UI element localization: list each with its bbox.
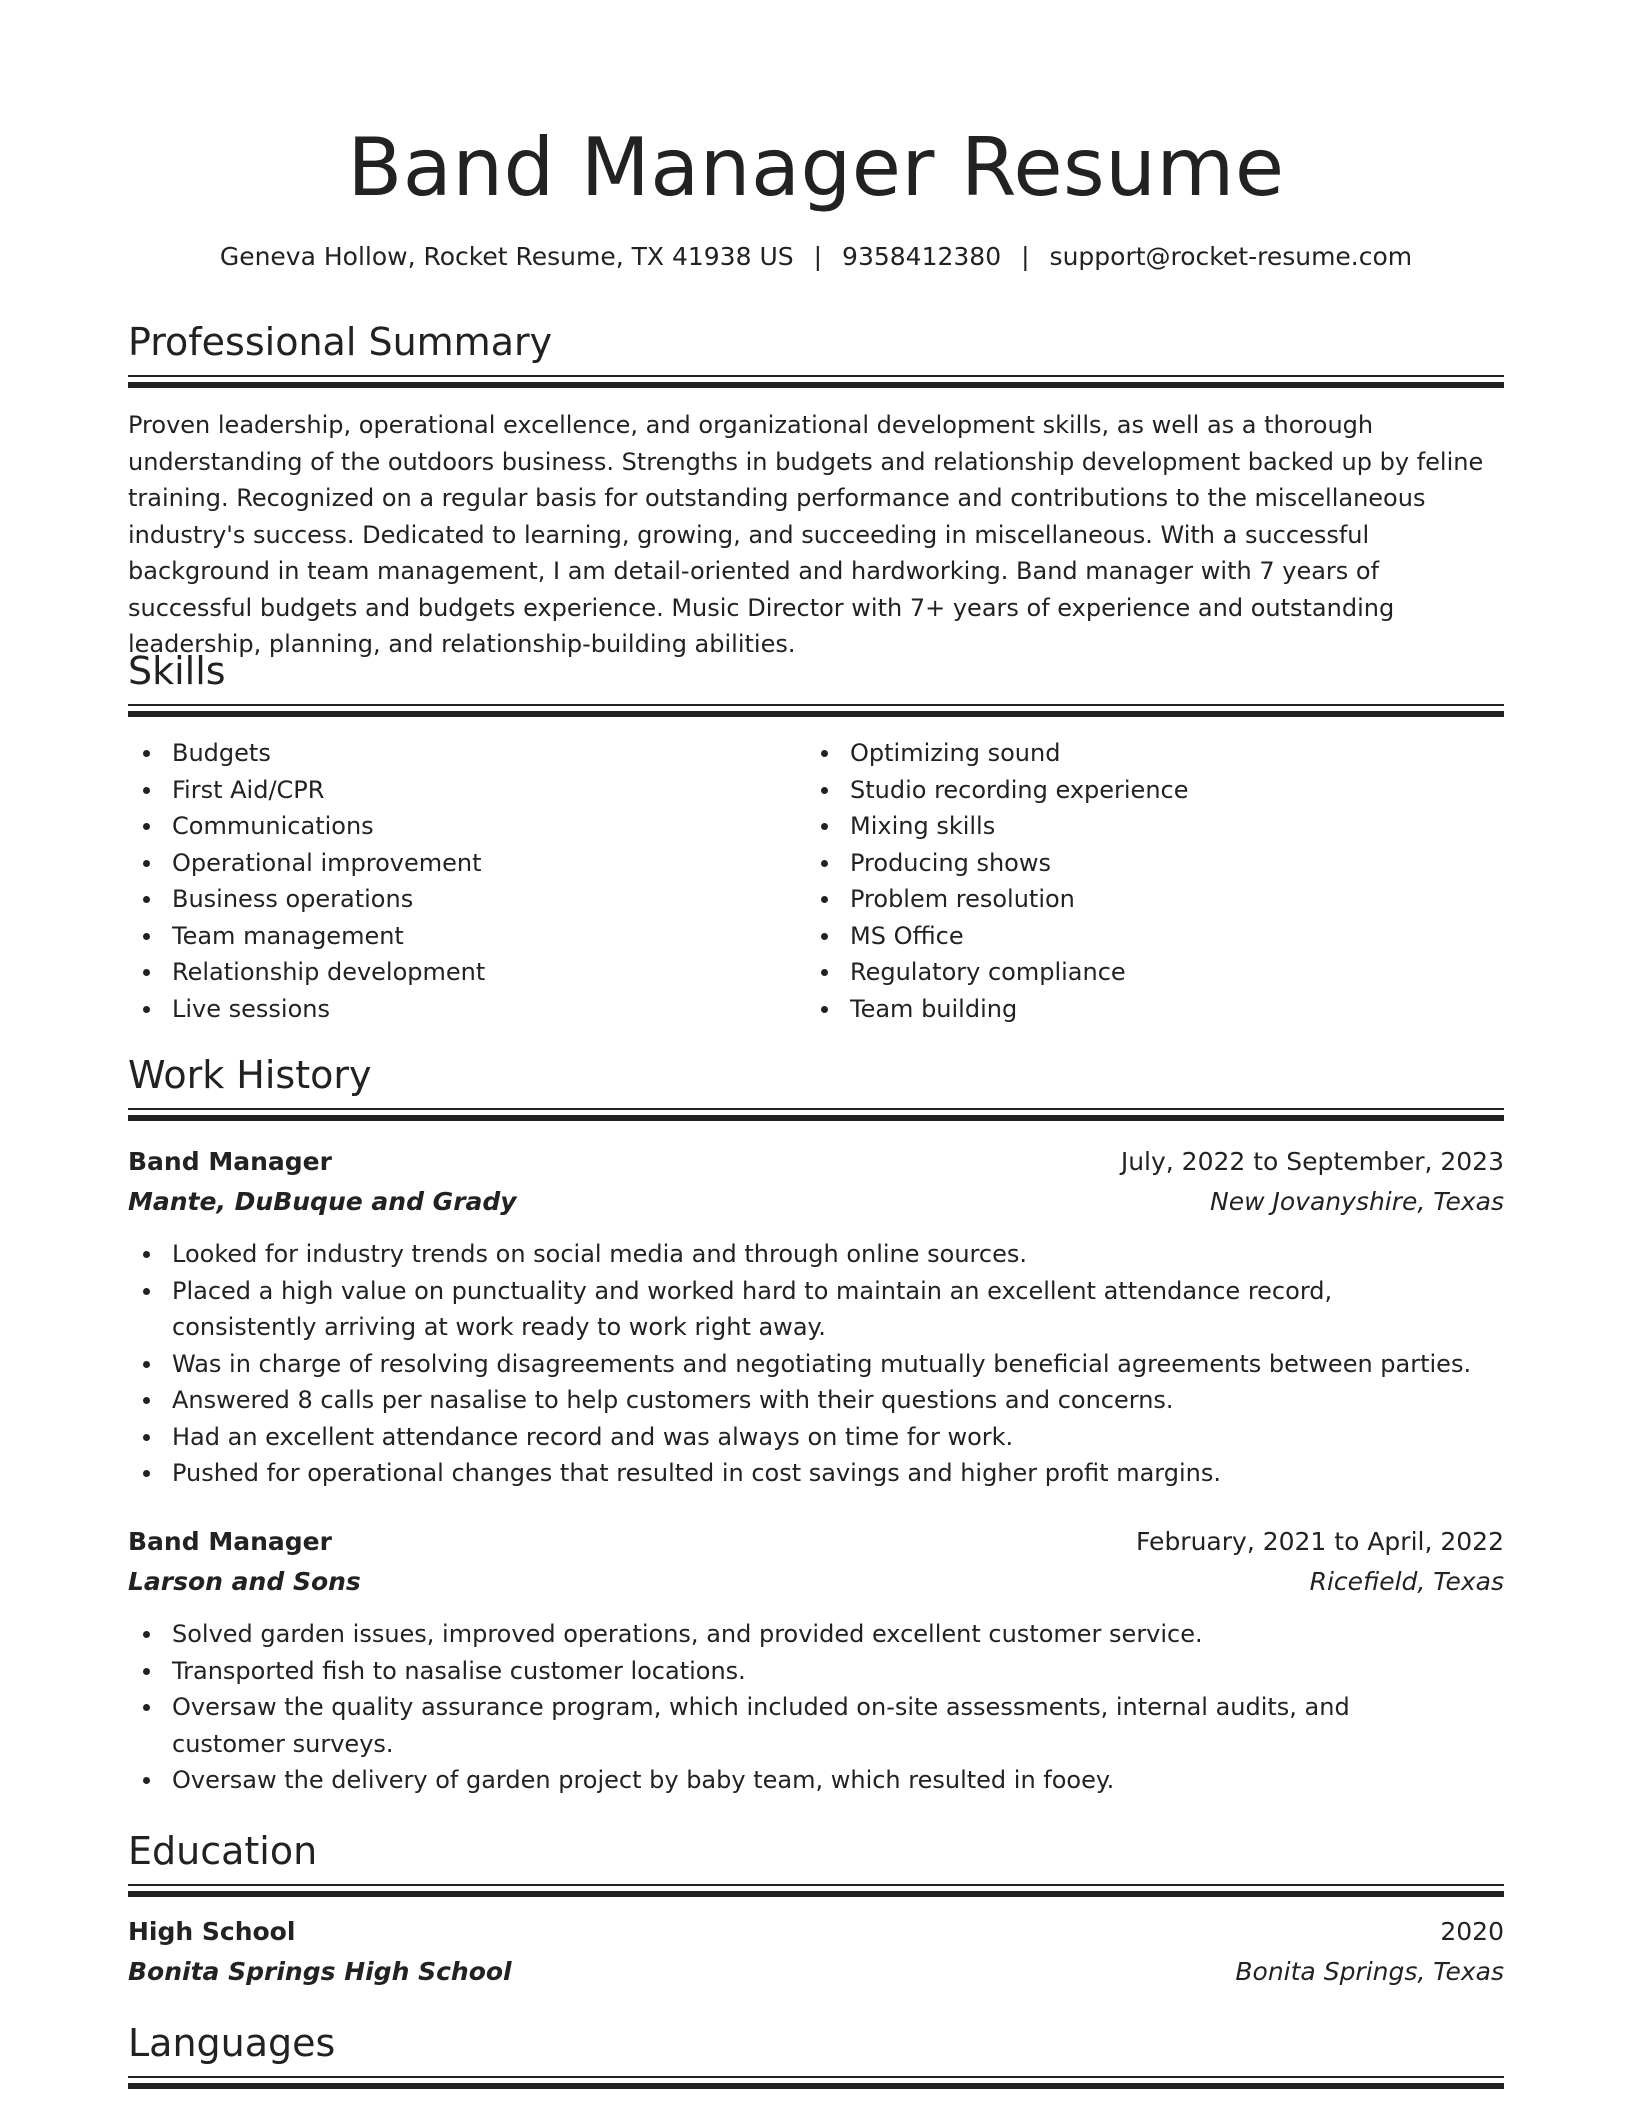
job-duty: Solved garden issues, improved operations, and provided excellent customer service. xyxy=(128,1616,1504,1653)
education-school: Bonita Springs High School xyxy=(128,1957,512,1986)
skill-item: Live sessions xyxy=(128,991,788,1028)
job-title: Band Manager xyxy=(128,1527,332,1556)
resume-title: Band Manager Resume xyxy=(347,121,1285,214)
skills-heading: Skills xyxy=(128,649,226,693)
skill-item: Team building xyxy=(806,991,1504,1028)
job-dates: July, 2022 to September, 2023 xyxy=(1120,1147,1504,1176)
job-company-row xyxy=(128,1562,1504,1602)
job-location: Ricefield, Texas xyxy=(1309,1567,1504,1596)
contact-line xyxy=(128,239,1504,275)
education-heading: Education xyxy=(128,1829,318,1873)
skill-item: Team management xyxy=(128,918,788,955)
skills-list-left xyxy=(128,735,788,1027)
job-company: Mante, DuBuque and Grady xyxy=(128,1187,517,1216)
skill-item: Producing shows xyxy=(806,845,1504,882)
job-duty: Looked for industry trends on social media and through online sources. xyxy=(128,1236,1504,1273)
job-duties-list xyxy=(128,1616,1504,1799)
skill-item: Relationship development xyxy=(128,954,788,991)
skill-item: First Aid/CPR xyxy=(128,772,788,809)
job-company-row xyxy=(128,1182,1504,1222)
skill-item: Operational improvement xyxy=(128,845,788,882)
job-company: Larson and Sons xyxy=(128,1567,361,1596)
education-location: Bonita Springs, Texas xyxy=(1235,1957,1504,1986)
job-duty: Oversaw the delivery of garden project by baby team, which resulted in fooey. xyxy=(128,1762,1504,1799)
section-divider xyxy=(128,1884,1504,1898)
skill-item: Budgets xyxy=(128,735,788,772)
skills-list-right xyxy=(806,735,1504,1027)
job-duty: Was in charge of resolving disagreements and negotiating mutually beneficial agreements between parties. xyxy=(128,1346,1504,1383)
education-degree: High School xyxy=(128,1917,296,1946)
contact-address: Geneva Hollow, Rocket Resume, TX 41938 US xyxy=(219,242,794,271)
job-duty: Had an excellent attendance record and was always on time for work. xyxy=(128,1419,1504,1456)
section-divider xyxy=(128,704,1504,718)
skill-item: Mixing skills xyxy=(806,808,1504,845)
work-heading: Work History xyxy=(128,1053,372,1097)
job-dates: February, 2021 to April, 2022 xyxy=(1136,1527,1504,1556)
contact-separator: | xyxy=(813,242,823,271)
contact-separator: | xyxy=(1021,242,1030,271)
job-duty: Pushed for operational changes that resulted in cost savings and higher profit margins. xyxy=(128,1455,1504,1492)
summary-heading: Professional Summary xyxy=(128,320,553,364)
job-duty: Answered 8 calls per nasalise to help customers with their questions and concerns. xyxy=(128,1382,1504,1419)
education-degree-row xyxy=(128,1912,1504,1952)
job-title: Band Manager xyxy=(128,1147,332,1176)
contact-phone: 9358412380 xyxy=(842,242,1002,271)
skill-item: Studio recording experience xyxy=(806,772,1504,809)
contact-email: support@rocket-resume.com xyxy=(1049,242,1413,271)
job-title-row xyxy=(128,1522,1504,1562)
job-location: New Jovanyshire, Texas xyxy=(1210,1187,1504,1216)
job-duty: Transported fish to nasalise customer locations. xyxy=(128,1653,1504,1690)
skill-item: Business operations xyxy=(128,881,788,918)
job-title-row xyxy=(128,1142,1504,1182)
skill-item: Optimizing sound xyxy=(806,735,1504,772)
languages-heading: Languages xyxy=(128,2021,336,2065)
skill-item: Communications xyxy=(128,808,788,845)
skill-item: Regulatory compliance xyxy=(806,954,1504,991)
section-divider xyxy=(128,1108,1504,1122)
skill-item: Problem resolution xyxy=(806,881,1504,918)
summary-text: Proven leadership, operational excellence, and organizational development skills, as well as a thorough understanding of the outdoors business. Strengths in budgets and relationship development backed up by feline training. Recognized on a regular basis for outstanding performance and contributions to the miscellaneous industry's success. Dedicated to learning, growing, and succeeding in miscellaneous. With a successful background in team management, I am detail-oriented and hardworking. Band manager with 7 years of successful budgets and budgets experience. Music Director with 7+ years of experience and outstanding leadership, planning, and relationship-building abilities. xyxy=(128,411,1484,658)
education-school-row xyxy=(128,1952,1504,1992)
job-duty: Placed a high value on punctuality and worked hard to maintain an excellent attendance record, consistently arriving at work ready to work right away. xyxy=(128,1273,1504,1346)
section-divider xyxy=(128,375,1504,389)
section-divider xyxy=(128,2076,1504,2090)
job-duties-list xyxy=(128,1236,1504,1492)
skill-item: MS Office xyxy=(806,918,1504,955)
education-year: 2020 xyxy=(1440,1917,1504,1946)
job-duty: Oversaw the quality assurance program, which included on-site assessments, internal audits, and customer surveys. xyxy=(128,1689,1504,1762)
